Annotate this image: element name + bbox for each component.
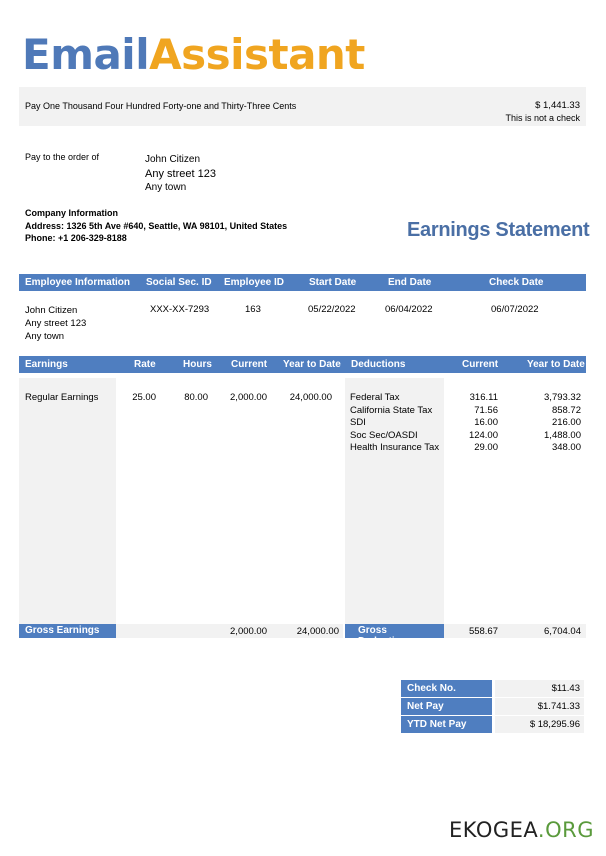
earnings-name-column-bg: [19, 378, 116, 624]
footer-brand-tld: .ORG: [537, 818, 594, 842]
earning-name: Regular Earnings: [25, 392, 99, 403]
header-employee-info: Employee Information: [25, 277, 131, 288]
header-ytd: Year to Date: [283, 359, 341, 370]
payee-street: Any street 123: [145, 168, 216, 180]
header-start-date: Start Date: [309, 277, 357, 288]
not-a-check-note: This is not a check: [505, 113, 580, 123]
deduction-ytd: 858.72: [551, 404, 581, 416]
deductions-current-column: [450, 392, 498, 455]
pay-to-label: Pay to the order of: [25, 152, 100, 162]
net-pay-label: Net Pay: [401, 698, 492, 715]
deduction-current: 29.00: [474, 442, 498, 454]
amount-value: $ 1,441.33: [535, 100, 580, 111]
employee-address-block: [25, 304, 86, 343]
employee-id: 163: [245, 304, 261, 315]
header-rate: Rate: [134, 359, 156, 370]
payee-name: John Citizen: [145, 154, 201, 165]
footer-brand: [449, 818, 594, 842]
gross-earnings-ytd: 24,000.00: [296, 626, 339, 637]
deduction-name: Health Insurance Tax: [350, 442, 440, 454]
header-earnings: Earnings: [25, 359, 68, 370]
earning-hours: 80.00: [184, 392, 208, 403]
company-heading: Company Information: [25, 208, 119, 218]
payee-town: Any town: [145, 182, 187, 193]
employee-check-date: 06/07/2022: [491, 304, 539, 315]
gross-earnings-current: 2,000.00: [230, 626, 267, 637]
ytd-net-pay-label: YTD Net Pay: [401, 716, 492, 733]
amount-in-words: Pay One Thousand Four Hundred Forty-one and Thirty-Three Cents: [25, 101, 297, 111]
earning-rate: 25.00: [132, 392, 156, 403]
statement-title: Earnings Statement: [407, 219, 590, 241]
deduction-name: Federal Tax: [350, 392, 400, 403]
header-end-date: End Date: [388, 277, 432, 288]
deduction-ytd: 3,793.32: [544, 392, 581, 403]
deduction-current: 71.56: [474, 404, 498, 416]
employee-name: John Citizen: [25, 305, 78, 316]
header-deductions-current: Current: [462, 359, 499, 370]
check-no-value: $11.43: [495, 680, 584, 697]
employee-header-bar: [19, 274, 586, 291]
amount-band: [19, 87, 586, 126]
deductions-names: [350, 392, 439, 455]
earnings-header-bar: [19, 356, 586, 373]
deduction-ytd: 348.00: [551, 442, 581, 454]
gross-deductions-label: Gross Deductions: [345, 624, 444, 638]
deduction-name: SDI: [350, 417, 366, 429]
net-pay-value: $1.741.33: [495, 698, 584, 715]
gross-deductions-ytd: 6,704.04: [544, 626, 581, 637]
header-hours: Hours: [183, 359, 212, 370]
employee-ssn: XXX-XX-7293: [150, 304, 210, 315]
app-logo: [22, 30, 365, 79]
deduction-ytd: 216.00: [551, 417, 581, 429]
gross-earnings-label: Gross Earnings: [19, 624, 116, 638]
company-info: [25, 207, 287, 245]
check-no-label: Check No.: [401, 680, 492, 697]
deduction-current: 316.11: [469, 392, 498, 403]
earning-ytd: 24,000.00: [289, 392, 332, 403]
company-address: Address: 1326 5th Ave #640, Seattle, WA 98101, United States: [25, 220, 288, 231]
logo-part-email: Email: [22, 30, 150, 79]
header-deductions: Deductions: [351, 359, 406, 370]
company-phone: Phone: +1 206-329-8188: [25, 233, 127, 243]
logo-part-assistant: Assistant: [149, 30, 365, 79]
header-deductions-ytd: Year to Date: [527, 359, 585, 370]
deduction-current: 124.00: [468, 429, 498, 441]
deduction-name: California State Tax: [350, 404, 433, 416]
ytd-net-pay-value: $ 18,295.96: [495, 716, 584, 733]
payee-block: [145, 153, 216, 195]
deduction-ytd: 1,488.00: [544, 429, 581, 441]
earning-current: 2,000.00: [230, 392, 267, 403]
header-ssn: Social Sec. ID: [146, 277, 212, 288]
footer-brand-name: EKOGEA: [448, 818, 538, 842]
header-employee-id: Employee ID: [224, 277, 285, 288]
employee-town: Any town: [25, 331, 65, 342]
employee-end-date: 06/04/2022: [385, 304, 433, 315]
employee-street: Any street 123: [25, 318, 87, 329]
deductions-ytd-column: [520, 392, 581, 455]
deduction-name: Soc Sec/OASDI: [350, 429, 418, 441]
deduction-current: 16.00: [474, 417, 498, 429]
gross-deductions-current: 558.67: [468, 626, 498, 637]
header-check-date: Check Date: [489, 277, 544, 288]
header-current: Current: [231, 359, 268, 370]
employee-start-date: 05/22/2022: [308, 304, 356, 315]
